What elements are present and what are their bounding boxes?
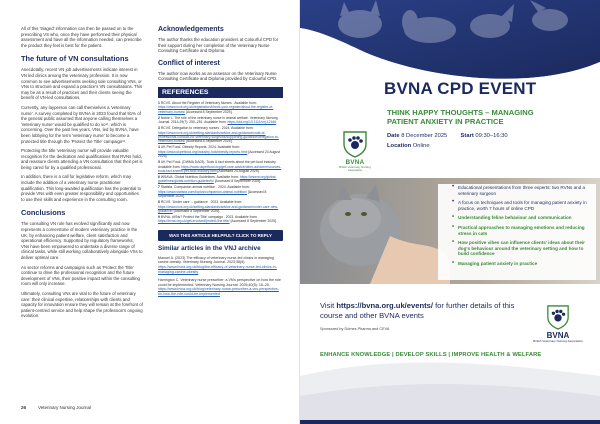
reference-number: 3 [158, 126, 160, 131]
similar-article-citation: Harrington C. Veterinary nurse prescriber: a VN's perspective on how the role could be implemented. Veterinary Nursing Journal. 2025;40(5): 16–20. [158, 278, 281, 287]
reference-link[interactable]: https://www.rcvs.org.uk/setting-standards/advice-and-guidance/under-care-new-guidance/ [158, 204, 279, 214]
reference-text: RCVS. Delegation to veterinary nurses . 2024. Available from: [160, 126, 254, 131]
reference-accessed: [Accessed 8 September 2025]. [185, 139, 233, 144]
section-heading: Conclusions [21, 208, 66, 218]
body-paragraph: Protecting the title 'veterinary nurse' will provide valuable recognition for the dedication and qualifications that RVNs hold, and reassure clients attending a VN consultation that their pet is being cared for by a qualified professional. [21, 148, 143, 170]
paw-shield-icon [342, 130, 368, 158]
reference-number: 1 [158, 100, 160, 105]
event-subtitle [387, 108, 577, 127]
reference-accessed: [Accessed 8 September 2025]. [185, 109, 233, 114]
reference-text: RCVS. 'Under care' – guidance . 2023. Available from: [160, 200, 243, 205]
event-highlights [452, 185, 590, 271]
body-paragraph: Anecdotally, recent VN job advertisements indicate interest in VN led clinics among the veterinary profession. It is now common to see advertisements seeking sole consulting VNs, or VNs to structure and expand a practice's VN consultations. This may be as a result of practices and their clients seeing the benefit of VN-led consultations. [21, 67, 143, 101]
sponsor-text: Sponsored by Dômes Pharma and CEVA [320, 327, 390, 331]
acknowledgements-heading: Acknowledgements [158, 26, 224, 33]
reference-number: 5 [158, 160, 160, 165]
reference-item [158, 126, 283, 144]
similar-article-link[interactable]: https://www.bvna.org.uk/blog/veterinary-nurse-prescriber-a-vns-perspective-on-how-the-role-could-be-implemented [158, 287, 279, 297]
reference-item [158, 175, 283, 184]
reference-item [158, 185, 283, 198]
highlight-item: • How positive vibes can influence clients' ideas about their dog's behaviour around the veterinary setting and how to build confidence [452, 240, 590, 257]
reference-link[interactable]: https://www.rcvs.org.uk/registration/check-your-register/about-the-register-of-veterinary-nurses/ [158, 105, 274, 114]
references-list [158, 101, 283, 224]
highlight-item: • Practical approaches to managing emotions and reducing stress in cats [452, 225, 590, 236]
badge-short-name: BVNA [345, 159, 365, 166]
reference-text: Noble L. The role of the veterinary nurse in animal welfare. Veterinary Nursing Journal. 2014;29(7): 250–251. Available from: [158, 115, 278, 125]
reference-accessed: [Accessed 8 September 2025]. [213, 179, 262, 184]
similar-article-link[interactable]: https://www.bvna.org.uk/blog/the-efficacy-of-veterinary-nurse-led-clinics-in-managing-canine-obesity [158, 265, 277, 274]
highlight-item: • Managing patient anxiety in practice [452, 261, 590, 267]
logo-long-name: British Veterinary Nursing Association [533, 339, 583, 343]
conflict-text: The author now works as an assessor on the Veterinary Nurse Consulting Certificate and Diploma provided by Colourful CPD. [158, 70, 278, 82]
reference-item [158, 215, 283, 224]
event-title: BVNA CPD EVENT [384, 79, 537, 98]
similar-article [158, 256, 283, 274]
reference-number: 7 [158, 185, 160, 190]
visit-text [320, 301, 535, 321]
references-heading: REFERENCES [158, 87, 283, 98]
journal-name: Veterinary Nursing Journal [38, 405, 92, 410]
reference-item [158, 145, 283, 158]
reference-item [158, 160, 283, 173]
section-heading: The future of VN consultations [21, 54, 129, 64]
reference-item [158, 116, 283, 125]
reference-link[interactable]: https://bvna.org.uk/get-involved/protect-the-title/ [158, 219, 230, 224]
body-paragraph: Currently, any layperson can call themselves a 'veterinary nurse'. A survey completed by BVNA in 2023 found that 91% of the general public assumed that anyone calling themselves a 'veterinary nurse' would be qualified to do so¹¹, which is concerning. Over the past few years, VNs, led by BVNA, have been lobbying for the term 'veterinary nurse' to become a protected title through the 'Protect the Title' campaign¹². [21, 104, 141, 144]
event-subtitle-line-2: PATIENT ANXIETY IN PRACTICE [387, 117, 504, 127]
reference-text: BVNA. #VNs? Protect the Title' campaign . 2023. Available from: [160, 215, 258, 220]
reference-link[interactable]: https://www.ukpetfood.org/industry-hub/obesity-reports.html [158, 149, 248, 154]
body-paragraph: In addition, there is a call for legislative reform, which may include the addition of a veterinary nurse practitioner qualification. This long-awaited qualification has the potential to provide VNs with even greater responsibility and opportunities to use their skills and experience in the consulting room. [21, 174, 142, 202]
reference-item [158, 200, 283, 213]
reference-text: UK Pet Food. (DWMA DA03). Tools & fact sheets about the pet food industry. Available from: [158, 160, 277, 169]
reference-link[interactable]: https://wsava.org/global-guidelines/global-nutrition-guidelines/ [158, 175, 277, 184]
conflict-heading: Conflict of interest [158, 59, 220, 67]
date-value: 8 December 2025 [401, 133, 448, 139]
body-paragraph: Ultimately, consulting VNs are vital to the future of veterinary care: their clinical expertise, relationships with clients and capacity for innovation ensure they will remain at the forefront of patient-centred service and help shape the profession's ongoing evolution. [21, 290, 143, 319]
reference-text: Statista. Companion animal nutrition . 2024. Available from: [160, 185, 250, 190]
similar-articles-heading: Similar articles in the VNJ archive [158, 244, 261, 252]
reference-link[interactable]: https://www.ukpetfood.org/get-care-advice/other-advice/resources-tools-fact-sheets-pet-food-industry.html [158, 164, 282, 174]
bvna-badge [337, 130, 373, 172]
page-number: 26 [21, 405, 27, 410]
reference-link[interactable]: https://doi.org/10.1111/vnj.12166 [227, 120, 277, 125]
body-paragraph: The consulting VN role has evolved significantly and now represents a cornerstone of modern veterinary practice in the UK, by enhancing patient welfare, client satisfaction and operational efficiency. Supported by regulatory frameworks, VNs have been empowered to undertake a diverse range of clinical tasks, while still working collaboratively alongside VSs to deliver optimal care. [21, 221, 143, 260]
start-value: 09:30–16:30 [475, 133, 508, 139]
similar-articles-list [158, 256, 283, 297]
reference-accessed: [Accessed 8 September 2025]. [229, 219, 277, 224]
visit-prefix: Visit [320, 301, 337, 310]
reference-number: 8 [158, 200, 160, 205]
reference-number: 6 [158, 175, 160, 180]
event-details [387, 131, 508, 151]
similar-article [158, 278, 283, 296]
highlight-item: • A focus on techniques and tools for managing patient anxiety in practice, worth 7 hours of online CPD [452, 200, 590, 211]
reference-link[interactable]: https://www.rcvs.org.uk/setting-standards/advice-and-guidance/code-of-professional-conduct-for-veterinary-surgeons/supporting-guidance/delegation-to-veterinary-nurses/ [158, 130, 279, 144]
tagline: ENHANCE KNOWLEDGE | DEVELOP SKILLS | IMPROVE HEALTH & WELFARE [320, 352, 542, 358]
body-paragraph: As sector reforms and campaigns such as 'Protect the Title' continue to drive the professional recognition and the future development of VNs, their positive impact within the consulting room will only increase. [21, 264, 140, 287]
reference-number: 9 [158, 215, 160, 220]
body-paragraph: All of this 'triaged' information can then be passed on to the prescribing VS who, once they have performed their physical assessment and have all the information needed, can prescribe the product they feel is best for the patient. [21, 26, 142, 48]
reference-accessed: [Accessed 8 September 2025]. [158, 189, 267, 199]
highlight-item: • Educational presentations from three experts: two RVNs and a veterinary surgeon [452, 185, 590, 196]
events-link[interactable]: https://bvna.org.uk/events/ [336, 301, 433, 310]
reference-item [158, 101, 283, 114]
paw-shield-icon [546, 304, 570, 330]
reference-accessed: [Accessed 24 August 2025]. [158, 149, 280, 159]
reference-number: 2 [158, 115, 160, 120]
left-column [21, 26, 143, 323]
bvna-logo [533, 304, 583, 344]
location-value: Online [412, 143, 430, 149]
event-subtitle-line-1: THINK HAPPY THOUGHTS – MANAGING [387, 108, 534, 117]
similar-article-citation: Manuel A. (2023) The efficacy of veterinary nurse-led clinics in managing canine obesity. Veterinary Nursing Journal. 2023;38(6). [158, 255, 274, 265]
reference-link[interactable]: https://www.statista.com/topics/companion-animal-nutrition/ [158, 189, 247, 194]
badge-long-name: British Veterinary Nursing Association [339, 165, 371, 173]
reference-accessed: [Accessed 24 August 2025]. [216, 169, 260, 174]
reference-text: RCVS. About the Register of Veterinary Nurses . Available from: [160, 100, 257, 105]
reference-text: UK Pet Food. Obesity Reports. 2024. Available from: [160, 145, 240, 150]
right-column [158, 26, 283, 301]
reference-number: 4 [158, 145, 160, 150]
location-label: Location [387, 143, 412, 149]
start-label: Start [460, 133, 474, 139]
date-label: Date [387, 133, 400, 139]
reference-accessed: [Accessed 8 September 2025]. [172, 209, 221, 214]
logo-short-name: BVNA [546, 331, 570, 340]
acknowledgements-text: The author thanks the education providers at Colourful CPD for their support during her completion of the Veterinary Nurse Consulting Certificate and Diploma. [158, 37, 279, 54]
left-footer [21, 405, 91, 410]
visit-suffix: for further details of this course and other BVNA events [320, 301, 515, 320]
reference-text: WSAVA. Global Nutrition Guidelines. Available from: [160, 175, 240, 180]
highlight-item: • Understanding feline behaviour and communication [452, 215, 590, 221]
article-feedback-button[interactable]: WAS THIS ARTICLE HELPFUL? CLICK TO REPLY [158, 230, 283, 241]
